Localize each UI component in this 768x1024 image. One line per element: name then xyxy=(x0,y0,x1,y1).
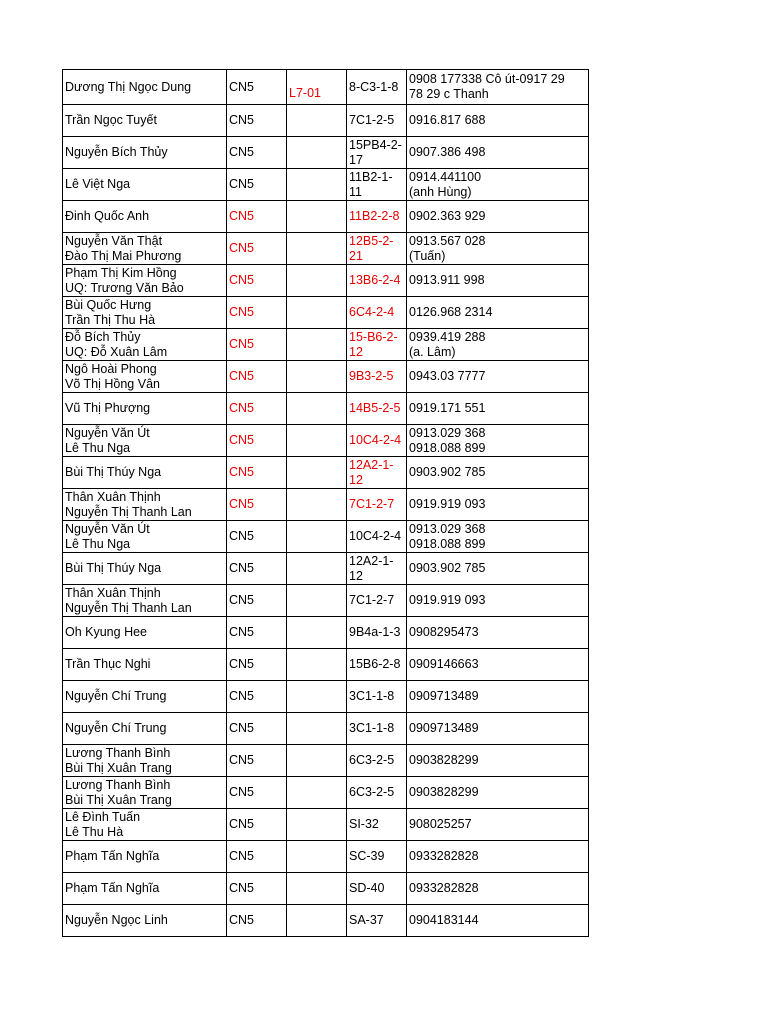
block-cell: CN5 xyxy=(227,329,287,361)
block-cell: CN5 xyxy=(227,425,287,457)
phone-cell: 0913.911 998 xyxy=(407,265,589,297)
owner-name-cell: Phạm Tấn Nghĩa xyxy=(63,841,227,873)
owner-name-cell: Oh Kyung Hee xyxy=(63,617,227,649)
phone-cell: 0913.029 368 0918.088 899 xyxy=(407,521,589,553)
owner-name-cell: Đỗ Bích Thủy UQ: Đỗ Xuân Lâm xyxy=(63,329,227,361)
owner-name-cell: Đinh Quốc Anh xyxy=(63,201,227,233)
floor-cell xyxy=(287,809,347,841)
block-cell: CN5 xyxy=(227,457,287,489)
owner-name-cell: Nguyễn Ngọc Linh xyxy=(63,905,227,937)
unit-code-cell: 12A2-1- 12 xyxy=(347,553,407,585)
table-row xyxy=(63,617,589,649)
floor-cell xyxy=(287,777,347,809)
unit-code-cell: 7C1-2-5 xyxy=(347,105,407,137)
phone-cell: 0908295473 xyxy=(407,617,589,649)
table-row xyxy=(63,553,589,585)
table-row xyxy=(63,329,589,361)
phone-cell: 908025257 xyxy=(407,809,589,841)
unit-code-cell: 9B4a-1-3 xyxy=(347,617,407,649)
table-row xyxy=(63,169,589,201)
floor-cell xyxy=(287,457,347,489)
floor-cell xyxy=(287,489,347,521)
block-cell: CN5 xyxy=(227,841,287,873)
table-row xyxy=(63,137,589,169)
table-row xyxy=(63,777,589,809)
floor-cell xyxy=(287,297,347,329)
owner-name-cell: Ngô Hoài Phong Võ Thị Hồng Vân xyxy=(63,361,227,393)
block-cell: CN5 xyxy=(227,521,287,553)
unit-code-cell: 6C4-2-4 xyxy=(347,297,407,329)
unit-code-cell: 6C3-2-5 xyxy=(347,777,407,809)
table-row xyxy=(63,521,589,553)
unit-code-cell: 7C1-2-7 xyxy=(347,489,407,521)
owner-name-cell: Nguyễn Văn Út Lê Thu Nga xyxy=(63,425,227,457)
unit-code-cell: 12B5-2- 21 xyxy=(347,233,407,265)
phone-cell: 0933282828 xyxy=(407,841,589,873)
phone-cell: 0919.171 551 xyxy=(407,393,589,425)
table-row xyxy=(63,265,589,297)
floor-cell xyxy=(287,105,347,137)
block-cell: CN5 xyxy=(227,649,287,681)
block-cell: CN5 xyxy=(227,169,287,201)
block-cell: CN5 xyxy=(227,745,287,777)
block-cell: CN5 xyxy=(227,70,287,105)
unit-code-cell: 10C4-2-4 xyxy=(347,425,407,457)
owner-name-cell: Lê Đình Tuấn Lê Thu Hà xyxy=(63,809,227,841)
phone-cell: 0908 177338 Cô út-0917 29 78 29 c Thanh xyxy=(407,70,589,105)
owner-name-cell: Bùi Thị Thúy Nga xyxy=(63,457,227,489)
table-row xyxy=(63,873,589,905)
floor-cell xyxy=(287,169,347,201)
floor-cell xyxy=(287,521,347,553)
floor-cell xyxy=(287,265,347,297)
unit-code-cell: SA-37 xyxy=(347,905,407,937)
floor-cell xyxy=(287,745,347,777)
floor-cell xyxy=(287,681,347,713)
floor-cell xyxy=(287,905,347,937)
unit-code-cell: 11B2-2-8 xyxy=(347,201,407,233)
floor-cell xyxy=(287,233,347,265)
owner-name-cell: Nguyễn Chí Trung xyxy=(63,713,227,745)
floor-cell xyxy=(287,873,347,905)
owner-name-cell: Dương Thị Ngọc Dung xyxy=(63,70,227,105)
unit-code-cell: 6C3-2-5 xyxy=(347,745,407,777)
owner-name-cell: Lương Thanh Bình Bùi Thị Xuân Trang xyxy=(63,777,227,809)
floor-cell xyxy=(287,329,347,361)
block-cell: CN5 xyxy=(227,809,287,841)
table-row xyxy=(63,809,589,841)
phone-cell: 0914.441100 (anh Hùng) xyxy=(407,169,589,201)
phone-cell: 0902.363 929 xyxy=(407,201,589,233)
phone-cell: 0913.567 028 (Tuấn) xyxy=(407,233,589,265)
unit-code-cell: 3C1-1-8 xyxy=(347,713,407,745)
phone-cell: 0903.902 785 xyxy=(407,457,589,489)
owner-name-cell: Trần Thục Nghi xyxy=(63,649,227,681)
floor-cell xyxy=(287,425,347,457)
block-cell: CN5 xyxy=(227,681,287,713)
table-row xyxy=(63,841,589,873)
table-row xyxy=(63,681,589,713)
owner-name-cell: Nguyễn Văn Thật Đào Thị Mai Phương xyxy=(63,233,227,265)
unit-code-cell: 15-B6-2- 12 xyxy=(347,329,407,361)
table-row xyxy=(63,297,589,329)
owner-name-cell: Lê Việt Nga xyxy=(63,169,227,201)
block-cell: CN5 xyxy=(227,553,287,585)
table-row xyxy=(63,457,589,489)
table-row xyxy=(63,649,589,681)
owner-name-cell: Phạm Thị Kim Hồng UQ: Trương Văn Bảo xyxy=(63,265,227,297)
phone-cell: 0903828299 xyxy=(407,745,589,777)
unit-code-cell: 15PB4-2- 17 xyxy=(347,137,407,169)
block-cell: CN5 xyxy=(227,873,287,905)
block-cell: CN5 xyxy=(227,777,287,809)
unit-code-cell: SI-32 xyxy=(347,809,407,841)
table-row xyxy=(63,425,589,457)
owner-table-body xyxy=(63,70,589,937)
unit-code-cell: 9B3-2-5 xyxy=(347,361,407,393)
table-row xyxy=(63,713,589,745)
block-cell: CN5 xyxy=(227,297,287,329)
owner-name-cell: Nguyễn Bích Thủy xyxy=(63,137,227,169)
floor-cell: L7-01 xyxy=(287,70,347,105)
phone-cell: 0126.968 2314 xyxy=(407,297,589,329)
owner-name-cell: Thân Xuân Thịnh Nguyễn Thị Thanh Lan xyxy=(63,489,227,521)
block-cell: CN5 xyxy=(227,393,287,425)
unit-code-cell: 7C1-2-7 xyxy=(347,585,407,617)
owner-name-cell: Vũ Thị Phượng xyxy=(63,393,227,425)
phone-cell: 0904183144 xyxy=(407,905,589,937)
block-cell: CN5 xyxy=(227,105,287,137)
unit-code-cell: 8-C3-1-8 xyxy=(347,70,407,105)
table-row xyxy=(63,105,589,137)
phone-cell: 0919.919 093 xyxy=(407,489,589,521)
phone-cell: 0939.419 288 (a. Lâm) xyxy=(407,329,589,361)
block-cell: CN5 xyxy=(227,201,287,233)
unit-code-cell: 13B6-2-4 xyxy=(347,265,407,297)
owner-name-cell: Trần Ngọc Tuyết xyxy=(63,105,227,137)
owner-name-cell: Phạm Tấn Nghĩa xyxy=(63,873,227,905)
floor-cell xyxy=(287,585,347,617)
block-cell: CN5 xyxy=(227,617,287,649)
phone-cell: 0909713489 xyxy=(407,681,589,713)
owner-name-cell: Lương Thanh Bình Bùi Thị Xuân Trang xyxy=(63,745,227,777)
table-row xyxy=(63,233,589,265)
phone-cell: 0916.817 688 xyxy=(407,105,589,137)
table-row xyxy=(63,489,589,521)
owner-name-cell: Nguyễn Chí Trung xyxy=(63,681,227,713)
owner-name-cell: Nguyễn Văn Út Lê Thu Nga xyxy=(63,521,227,553)
unit-code-cell: 14B5-2-5 xyxy=(347,393,407,425)
phone-cell: 0903828299 xyxy=(407,777,589,809)
block-cell: CN5 xyxy=(227,361,287,393)
phone-cell: 0903.902 785 xyxy=(407,553,589,585)
phone-cell: 0909713489 xyxy=(407,713,589,745)
block-cell: CN5 xyxy=(227,713,287,745)
floor-cell xyxy=(287,393,347,425)
unit-code-cell: 12A2-1- 12 xyxy=(347,457,407,489)
floor-cell xyxy=(287,841,347,873)
table-row xyxy=(63,905,589,937)
phone-cell: 0933282828 xyxy=(407,873,589,905)
phone-cell: 0943.03 7777 xyxy=(407,361,589,393)
floor-cell xyxy=(287,617,347,649)
unit-code-cell: 15B6-2-8 xyxy=(347,649,407,681)
floor-cell xyxy=(287,713,347,745)
owner-name-cell: Bùi Quốc Hưng Trần Thị Thu Hà xyxy=(63,297,227,329)
floor-cell xyxy=(287,553,347,585)
table-row xyxy=(63,393,589,425)
floor-cell xyxy=(287,201,347,233)
block-cell: CN5 xyxy=(227,489,287,521)
floor-cell xyxy=(287,137,347,169)
unit-code-cell: 3C1-1-8 xyxy=(347,681,407,713)
unit-code-cell: 11B2-1- 11 xyxy=(347,169,407,201)
phone-cell: 0909146663 xyxy=(407,649,589,681)
unit-code-cell: SC-39 xyxy=(347,841,407,873)
phone-cell: 0907.386 498 xyxy=(407,137,589,169)
table-row xyxy=(63,361,589,393)
table-row xyxy=(63,201,589,233)
table-row xyxy=(63,585,589,617)
unit-code-cell: SD-40 xyxy=(347,873,407,905)
block-cell: CN5 xyxy=(227,905,287,937)
block-cell: CN5 xyxy=(227,265,287,297)
owner-name-cell: Bùi Thị Thúy Nga xyxy=(63,553,227,585)
unit-code-cell: 10C4-2-4 xyxy=(347,521,407,553)
block-cell: CN5 xyxy=(227,585,287,617)
owner-table xyxy=(62,69,589,937)
phone-cell: 0913.029 368 0918.088 899 xyxy=(407,425,589,457)
table-row xyxy=(63,70,589,105)
table-row xyxy=(63,745,589,777)
phone-cell: 0919.919 093 xyxy=(407,585,589,617)
floor-cell xyxy=(287,649,347,681)
block-cell: CN5 xyxy=(227,137,287,169)
block-cell: CN5 xyxy=(227,233,287,265)
floor-cell xyxy=(287,361,347,393)
owner-name-cell: Thân Xuân Thịnh Nguyễn Thị Thanh Lan xyxy=(63,585,227,617)
